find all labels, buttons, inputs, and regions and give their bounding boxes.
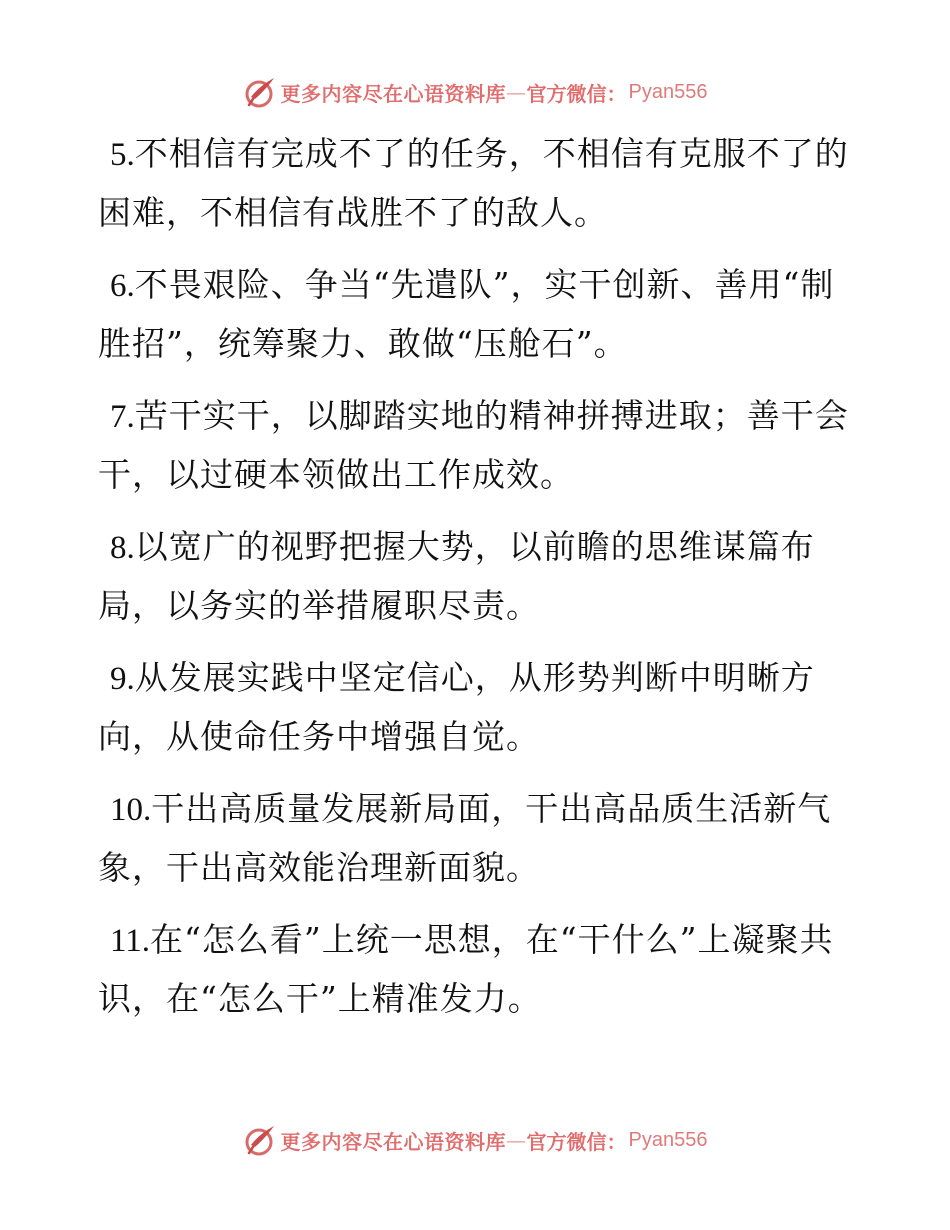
- paragraph-5: [98, 125, 858, 242]
- header-banner: [0, 70, 950, 114]
- footer-site-text: 更多内容尽在心语资料库: [280, 1129, 507, 1154]
- quill-pen-logo-icon: [243, 75, 277, 109]
- paragraph-text: 以宽广的视野把握大势，以前瞻的思维谋篇布局，以务实的举措履职尽责。: [98, 527, 815, 625]
- paragraph-number: 10.: [110, 792, 152, 828]
- paragraph-number: 11.: [110, 923, 151, 959]
- paragraph-text: 在“怎么看”上统一思想，在“干什么”上凝聚共识，在“怎么干”上精准发力。: [98, 920, 834, 1018]
- footer-wechat-label: 官方微信：: [526, 1129, 627, 1154]
- header-banner-content: [243, 75, 708, 109]
- paragraph-10: [98, 780, 858, 897]
- paragraph-text: 不畏艰险、争当“先遣队”，实干创新、善用“制胜招”，统筹聚力、敢做“压舱石”。: [98, 265, 835, 363]
- paragraph-text: 苦干实干，以脚踏实地的精神拼搏进取；善干会干，以过硬本领做出工作成效。: [98, 396, 849, 494]
- quill-pen-logo-icon: [243, 1123, 277, 1157]
- paragraph-number: 6.: [110, 268, 135, 304]
- header-wechat-id: Pyan556: [628, 80, 708, 103]
- paragraph-6: [98, 256, 858, 373]
- footer-banner: [0, 1118, 950, 1162]
- paragraph-9: [98, 649, 858, 766]
- paragraph-text: 不相信有完成不了的任务，不相信有克服不了的困难，不相信有战胜不了的敌人。: [98, 134, 849, 232]
- paragraph-text: 从发展实践中坚定信心，从形势判断中明晰方向，从使命任务中增强自觉。: [98, 658, 815, 756]
- paragraph-number: 5.: [110, 137, 135, 173]
- footer-separator: —: [506, 1128, 527, 1152]
- paragraph-number: 8.: [110, 530, 135, 566]
- paragraph-text: 干出高质量发展新局面，干出高品质生活新气象，干出高效能治理新面貌。: [98, 789, 832, 887]
- footer-banner-content: [243, 1123, 708, 1157]
- paragraph-7: [98, 387, 858, 504]
- header-separator: —: [506, 80, 527, 104]
- paragraph-number: 9.: [110, 661, 135, 697]
- paragraph-8: [98, 518, 858, 635]
- paragraph-number: 7.: [110, 399, 135, 435]
- header-site-text: 更多内容尽在心语资料库: [280, 81, 507, 106]
- document-body: [98, 125, 858, 1042]
- footer-wechat-id: Pyan556: [628, 1128, 708, 1151]
- paragraph-11: [98, 911, 858, 1028]
- header-wechat-label: 官方微信：: [526, 81, 627, 106]
